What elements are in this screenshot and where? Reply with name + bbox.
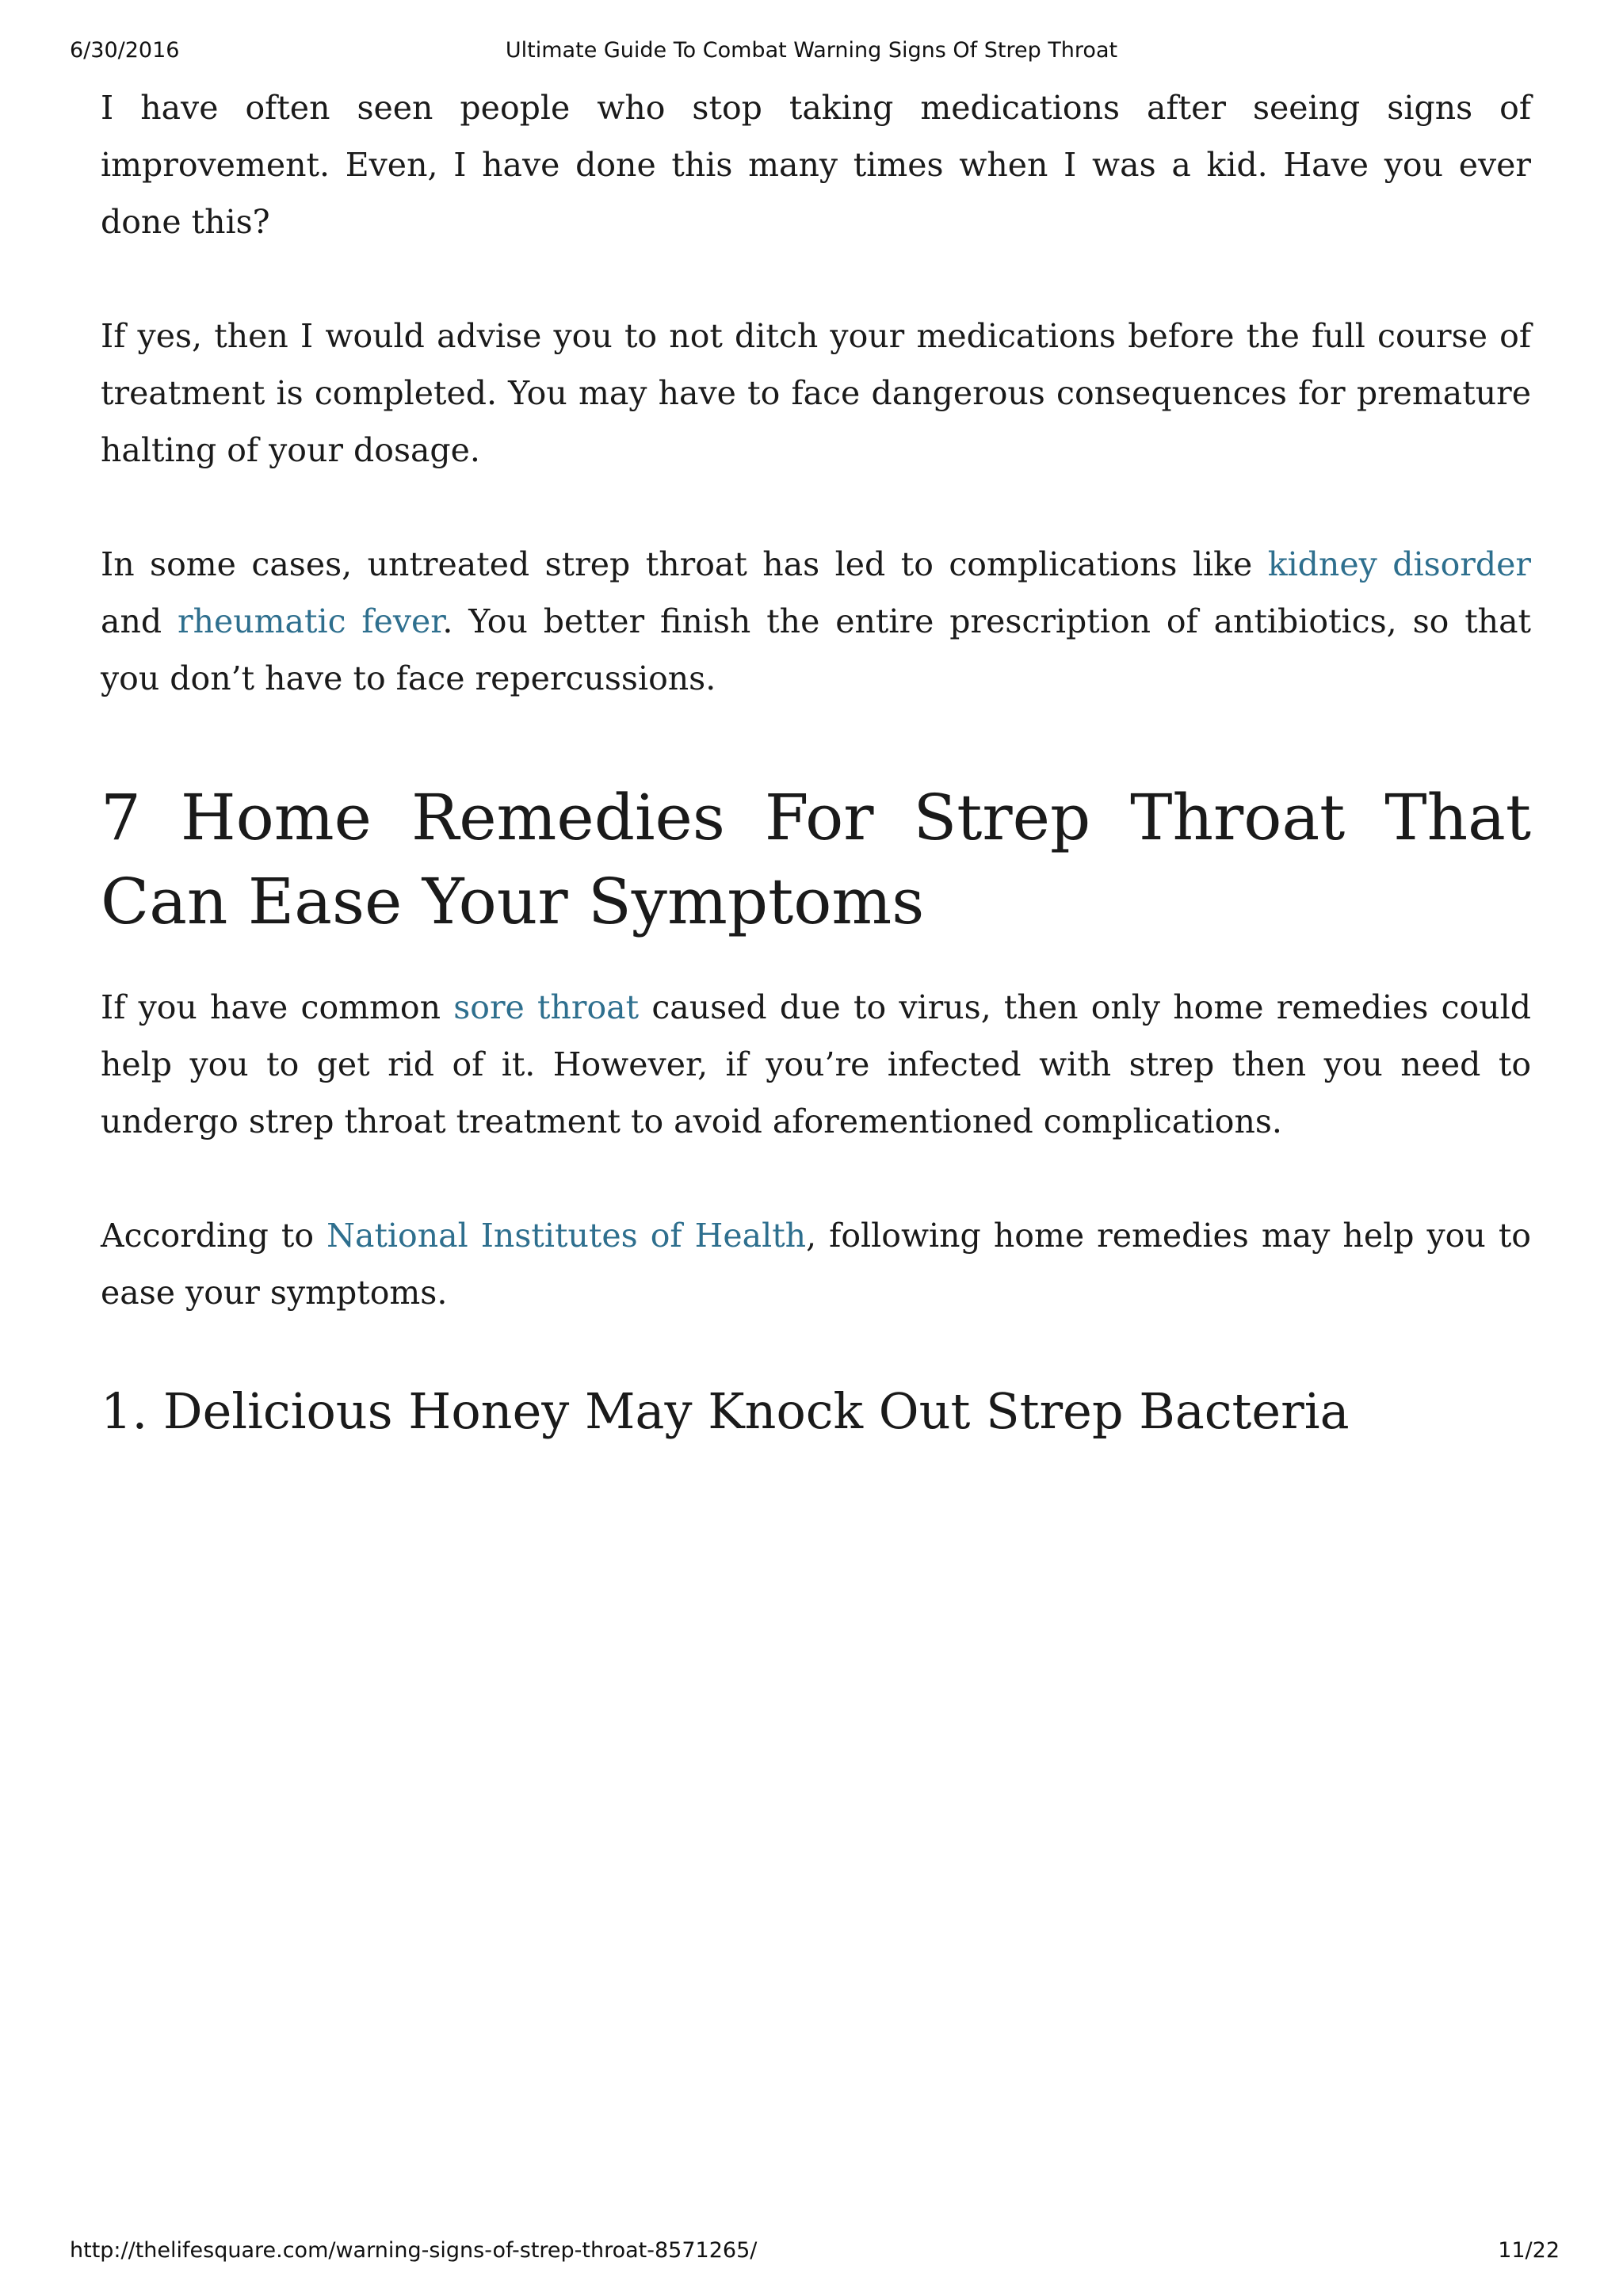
- paragraph-text: and: [101, 602, 178, 640]
- paragraph-nih: [101, 1207, 1531, 1321]
- print-header: [0, 38, 1623, 70]
- print-date: 6/30/2016: [70, 38, 180, 63]
- paragraph-text: According to: [101, 1217, 327, 1255]
- paragraph-text: If you have common: [101, 988, 454, 1026]
- print-footer: [0, 2238, 1623, 2270]
- paragraph-finish-course: If yes, then I would advise you to not ditch your medications before the full course of treatment is completed. You may have to face dangerous consequences for premature halting of your dosage.: [101, 317, 1531, 469]
- paragraph-text: caused due to virus, then only home remedies could help you to get rid of it. However, if you’re infected with strep then you need to undergo strep throat treatment to avoid aforementioned complications.: [101, 988, 1531, 1140]
- document-title: Ultimate Guide To Combat Warning Signs Of Strep Throat: [505, 38, 1118, 63]
- subsection-heading-honey: 1. Delicious Honey May Knock Out Strep Bacteria: [101, 1382, 1350, 1440]
- paragraph-sore-throat: [101, 979, 1531, 1150]
- section-heading: 7 Home Remedies For Strep Throat That Can Ease Your Symptoms: [101, 781, 1531, 938]
- sore-throat-link[interactable]: sore throat: [453, 988, 640, 1026]
- paragraph-medication-stop: I have often seen people who stop taking medications after seeing signs of improvement. Even, I have done this many times when I was a kid. Have you ever done this?: [101, 89, 1531, 241]
- rheumatic-fever-link[interactable]: rheumatic fever: [177, 602, 443, 640]
- page-number: 11/22: [1498, 2238, 1560, 2263]
- paragraph-text: . You better finish the entire prescription of antibiotics, so that you don’t have to face repercussions.: [101, 602, 1531, 697]
- kidney-disorder-link[interactable]: kidney disorder: [1267, 545, 1532, 583]
- article-body: [101, 79, 1531, 1443]
- page-url: http://thelifesquare.com/warning-signs-of-strep-throat-8571265/: [70, 2238, 758, 2263]
- nih-link[interactable]: National Institutes of Health: [327, 1217, 807, 1255]
- paragraph-complications: [101, 536, 1531, 707]
- paragraph-text: , following home remedies may help you to ease your symptoms.: [101, 1217, 1531, 1312]
- paragraph-text: In some cases, untreated strep throat has led to complications like: [101, 545, 1268, 583]
